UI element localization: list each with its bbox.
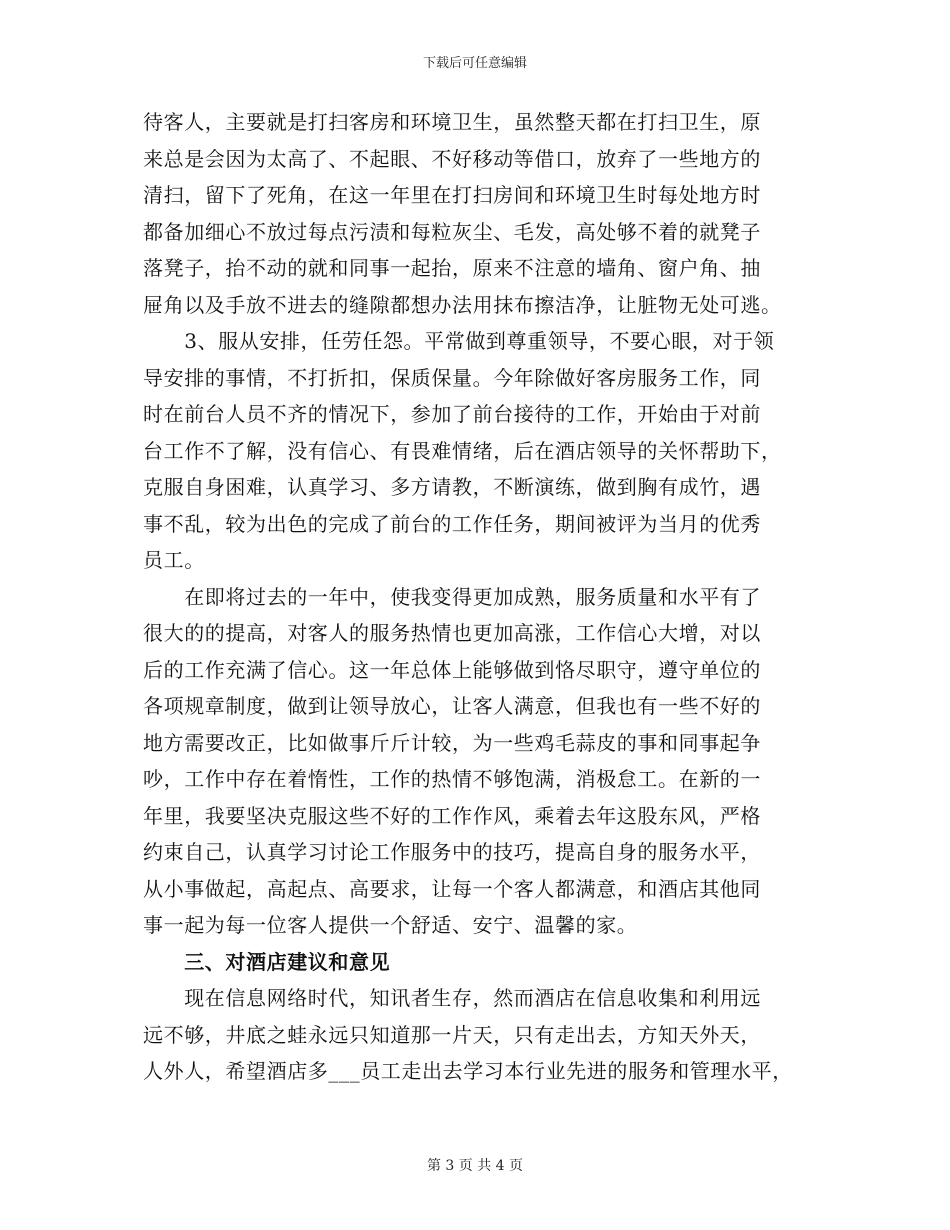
text-line: 3、服从安排，任劳任怨。平常做到尊重领导，不要心眼，对于领 bbox=[143, 329, 775, 353]
text-line: 人外人，希望酒店多___员工走出去学习本行业先进的服务和管理水平， bbox=[143, 1059, 793, 1083]
text-line: 从小事做起，高起点、高要求，让每一个客人都满意，和酒店其他同 bbox=[143, 876, 761, 901]
text-line: 吵，工作中存在着惰性，工作的热情不够饱满，消极怠工。在新的一 bbox=[143, 767, 761, 791]
text-line: 都备加细心不放过每点污渍和每粒灰尘、毛发，高处够不着的就凳子 bbox=[143, 219, 761, 244]
text-line: 后的工作充满了信心。这一年总体上能够做到恪尽职守，遵守单位的 bbox=[143, 657, 761, 682]
text-line: 克服自身困难，认真学习、多方请教，不断演练，做到胸有成竹，遇 bbox=[143, 475, 761, 499]
document-body bbox=[143, 104, 813, 1090]
section-heading: 三、对酒店建议和意见 bbox=[143, 949, 391, 974]
text-line: 很大的的提高，对客人的服务热情也更加高涨，工作信心大增，对以 bbox=[143, 621, 761, 645]
text-line: 员工。 bbox=[143, 548, 205, 572]
text-line: 来总是会因为太高了、不起眼、不好移动等借口，放弃了一些地方的 bbox=[143, 146, 761, 171]
page-footer: 第 3 页 共 4 页 bbox=[426, 1158, 524, 1174]
text-line: 现在信息网络时代，知讯者生存，然而酒店在信息收集和利用远 bbox=[143, 986, 761, 1010]
text-line: 远不够，井底之蛙永远只知道那一片天，只有走出去，方知天外天， bbox=[143, 1022, 761, 1047]
text-line: 时在前台人员不齐的情况下，参加了前台接待的工作，开始由于对前 bbox=[143, 402, 761, 426]
text-line: 事一起为每一位客人提供一个舒适、安宁、温馨的家。 bbox=[143, 913, 638, 937]
text-line: 在即将过去的一年中，使我变得更加成熟，服务质量和水平有了 bbox=[143, 584, 761, 609]
text-line: 落凳子，抬不动的就和同事一起抬，原来不注意的墙角、窗户角、抽 bbox=[143, 256, 761, 280]
text-line: 台工作不了解，没有信心、有畏难情绪，后在酒店领导的关怀帮助下， bbox=[143, 438, 782, 463]
text-line: 导安排的事情，不打折扣，保质保量。今年除做好客房服务工作，同 bbox=[143, 365, 761, 390]
text-line: 事不乱，较为出色的完成了前台的工作任务，期间被评为当月的优秀 bbox=[143, 511, 761, 536]
text-line: 年里，我要坚决克服这些不好的工作作风，乘着去年这股东风，严格 bbox=[143, 803, 761, 828]
text-line: 待客人，主要就是打扫客房和环境卫生，虽然整天都在打扫卫生，原 bbox=[143, 110, 761, 134]
text-line: 各项规章制度，做到让领导放心，让客人满意，但我也有一些不好的 bbox=[143, 694, 761, 718]
text-line: 清扫，留下了死角，在这一年里在打扫房间和环境卫生时每处地方时 bbox=[143, 183, 761, 207]
text-line: 约束自己，认真学习讨论工作服务中的技巧，提高自身的服务水平， bbox=[143, 840, 761, 864]
text-line: 屉角以及手放不进去的缝隙都想办法用抹布擦洁净，让脏物无处可逃。 bbox=[143, 292, 782, 317]
text-line: 地方需要改正，比如做事斤斤计较，为一些鸡毛蒜皮的事和同事起争 bbox=[143, 730, 761, 755]
page-header: 下载后可任意编辑 bbox=[422, 56, 527, 71]
